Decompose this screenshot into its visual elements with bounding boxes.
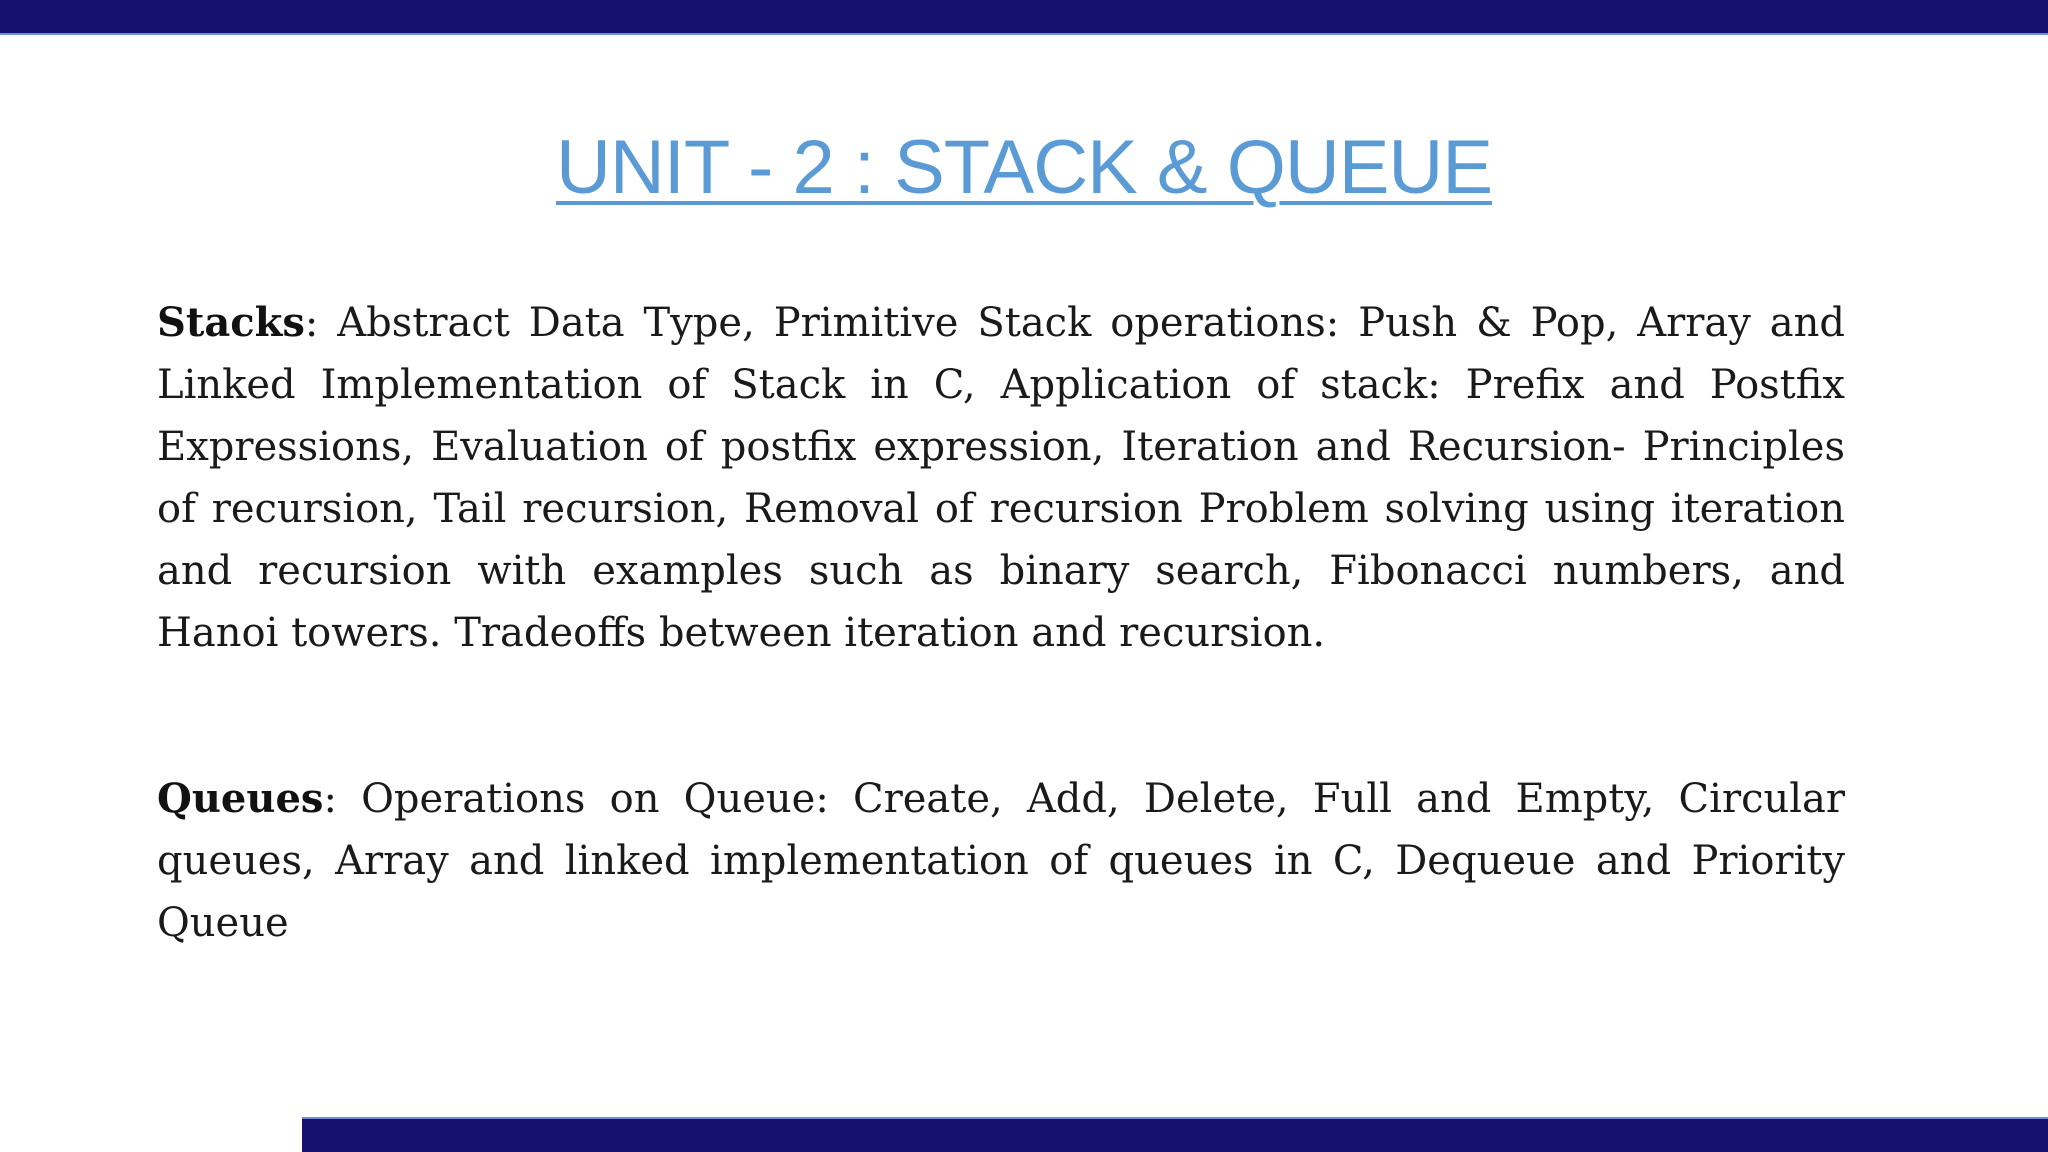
stacks-text: : Abstract Data Type, Primitive Stack operations: Push & Pop, Array and Linked Implementation of Stack in C, Application of stack: Prefix and Postfix Expressions, Evaluation of postfix expression, Iteration and Recursion- Principles of recursion, Tail recursion, Removal of recursion Problem solving using iteration and recursion with examples such as binary search, Fibonacci numbers, and Hanoi towers. Tradeoffs between iteration and recursion. <box>157 300 1845 656</box>
top-decorative-bar <box>0 0 2048 35</box>
stacks-paragraph <box>157 292 1845 664</box>
queues-paragraph <box>157 768 1845 954</box>
queues-text: : Operations on Queue: Create, Add, Delete, Full and Empty, Circular queues, Array and linked implementation of queues in C, Dequeue and Priority Queue <box>157 776 1845 946</box>
slide-title <box>0 118 2048 218</box>
slide-title-text: UNIT - 2 : STACK & QUEUE <box>555 125 1493 210</box>
stacks-heading: Stacks <box>157 299 305 346</box>
bottom-decorative-bar <box>302 1117 2048 1152</box>
queues-heading: Queues <box>157 775 324 822</box>
